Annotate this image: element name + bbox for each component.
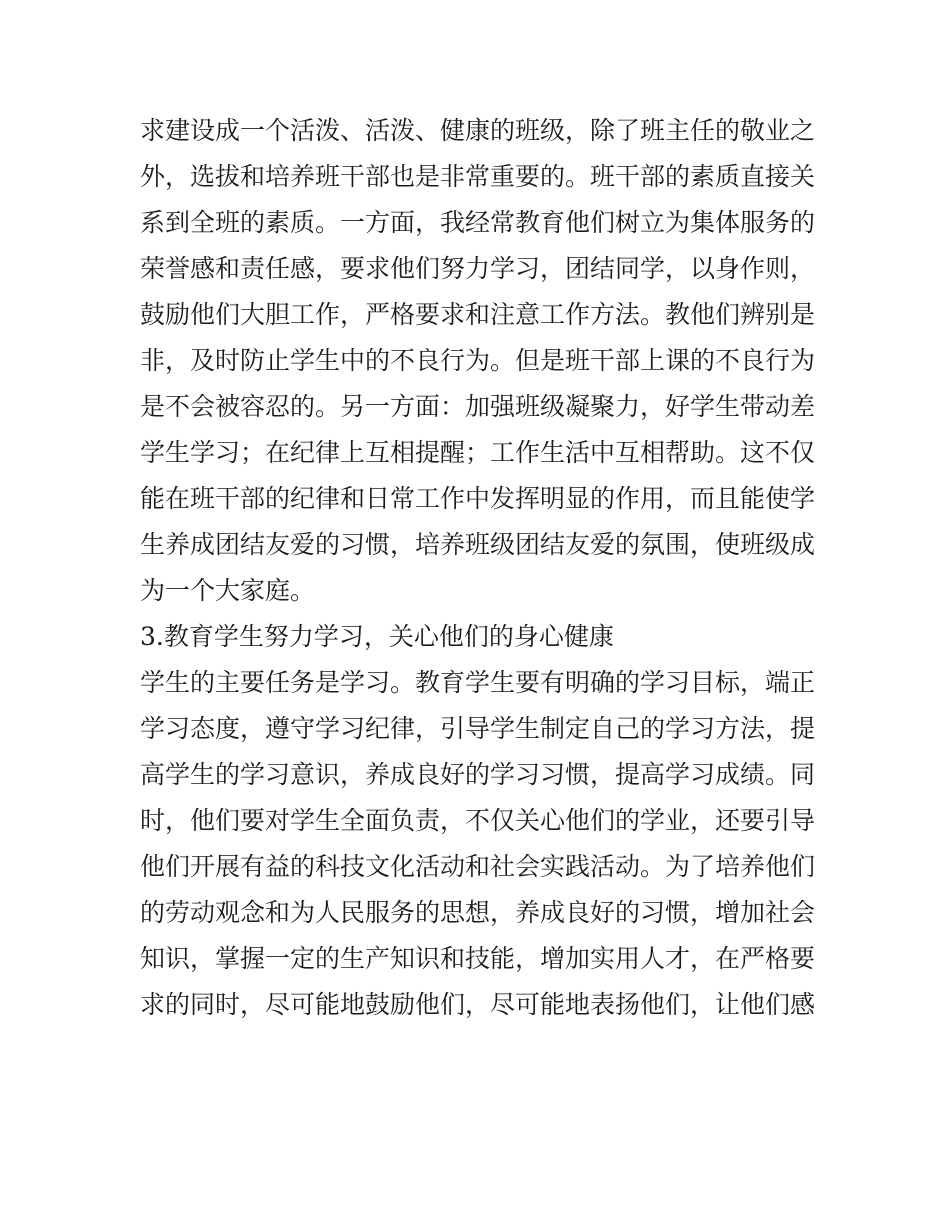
text-line: 生养成团结友爱的习惯，培养班级团结友爱的氛围，使班级成 [140,530,816,559]
text-line: 鼓励他们大胆工作，严格要求和注意工作方法。教他们辨别是 [140,300,816,329]
body-text [140,108,815,1028]
text-line: 学生的主要任务是学习。教育学生要有明确的学习目标，端正 [140,668,816,697]
text-line: 求建设成一个活泼、活泼、健康的班级，除了班主任的敬业之 [140,116,816,145]
text-line: 系到全班的素质。一方面，我经常教育他们树立为集体服务的 [140,208,816,237]
text-line: 非，及时防止学生中的不良行为。但是班干部上课的不良行为 [140,346,816,375]
text-line: 是不会被容忍的。另一方面：加强班级凝聚力，好学生带动差 [140,392,816,421]
text-line: 荣誉感和责任感，要求他们努力学习，团结同学，以身作则， [140,254,816,283]
text-line: 时，他们要对学生全面负责，不仅关心他们的学业，还要引导 [140,806,816,835]
text-line: 他们开展有益的科技文化活动和社会实践活动。为了培养他们 [140,852,816,881]
text-line: 知识，掌握一定的生产知识和技能，增加实用人才，在严格要 [140,944,816,973]
text-line: 高学生的学习意识，养成良好的学习习惯，提高学习成绩。同 [140,760,816,789]
text-line: 为一个大家庭。 [140,576,316,605]
text-line: 求的同时，尽可能地鼓励他们，尽可能地表扬他们，让他们感 [140,990,816,1019]
text-line: 能在班干部的纪律和日常工作中发挥明显的作用，而且能使学 [140,484,816,513]
section-heading: 3.教育学生努力学习，关心他们的身心健康 [140,622,614,651]
text-line: 外，选拔和培养班干部也是非常重要的。班干部的素质直接关 [140,162,816,191]
text-line: 学生学习；在纪律上互相提醒；工作生活中互相帮助。这不仅 [140,438,816,467]
text-line: 的劳动观念和为人民服务的思想，养成良好的习惯，增加社会 [140,898,816,927]
text-line: 学习态度，遵守学习纪律，引导学生制定自己的学习方法，提 [140,714,816,743]
